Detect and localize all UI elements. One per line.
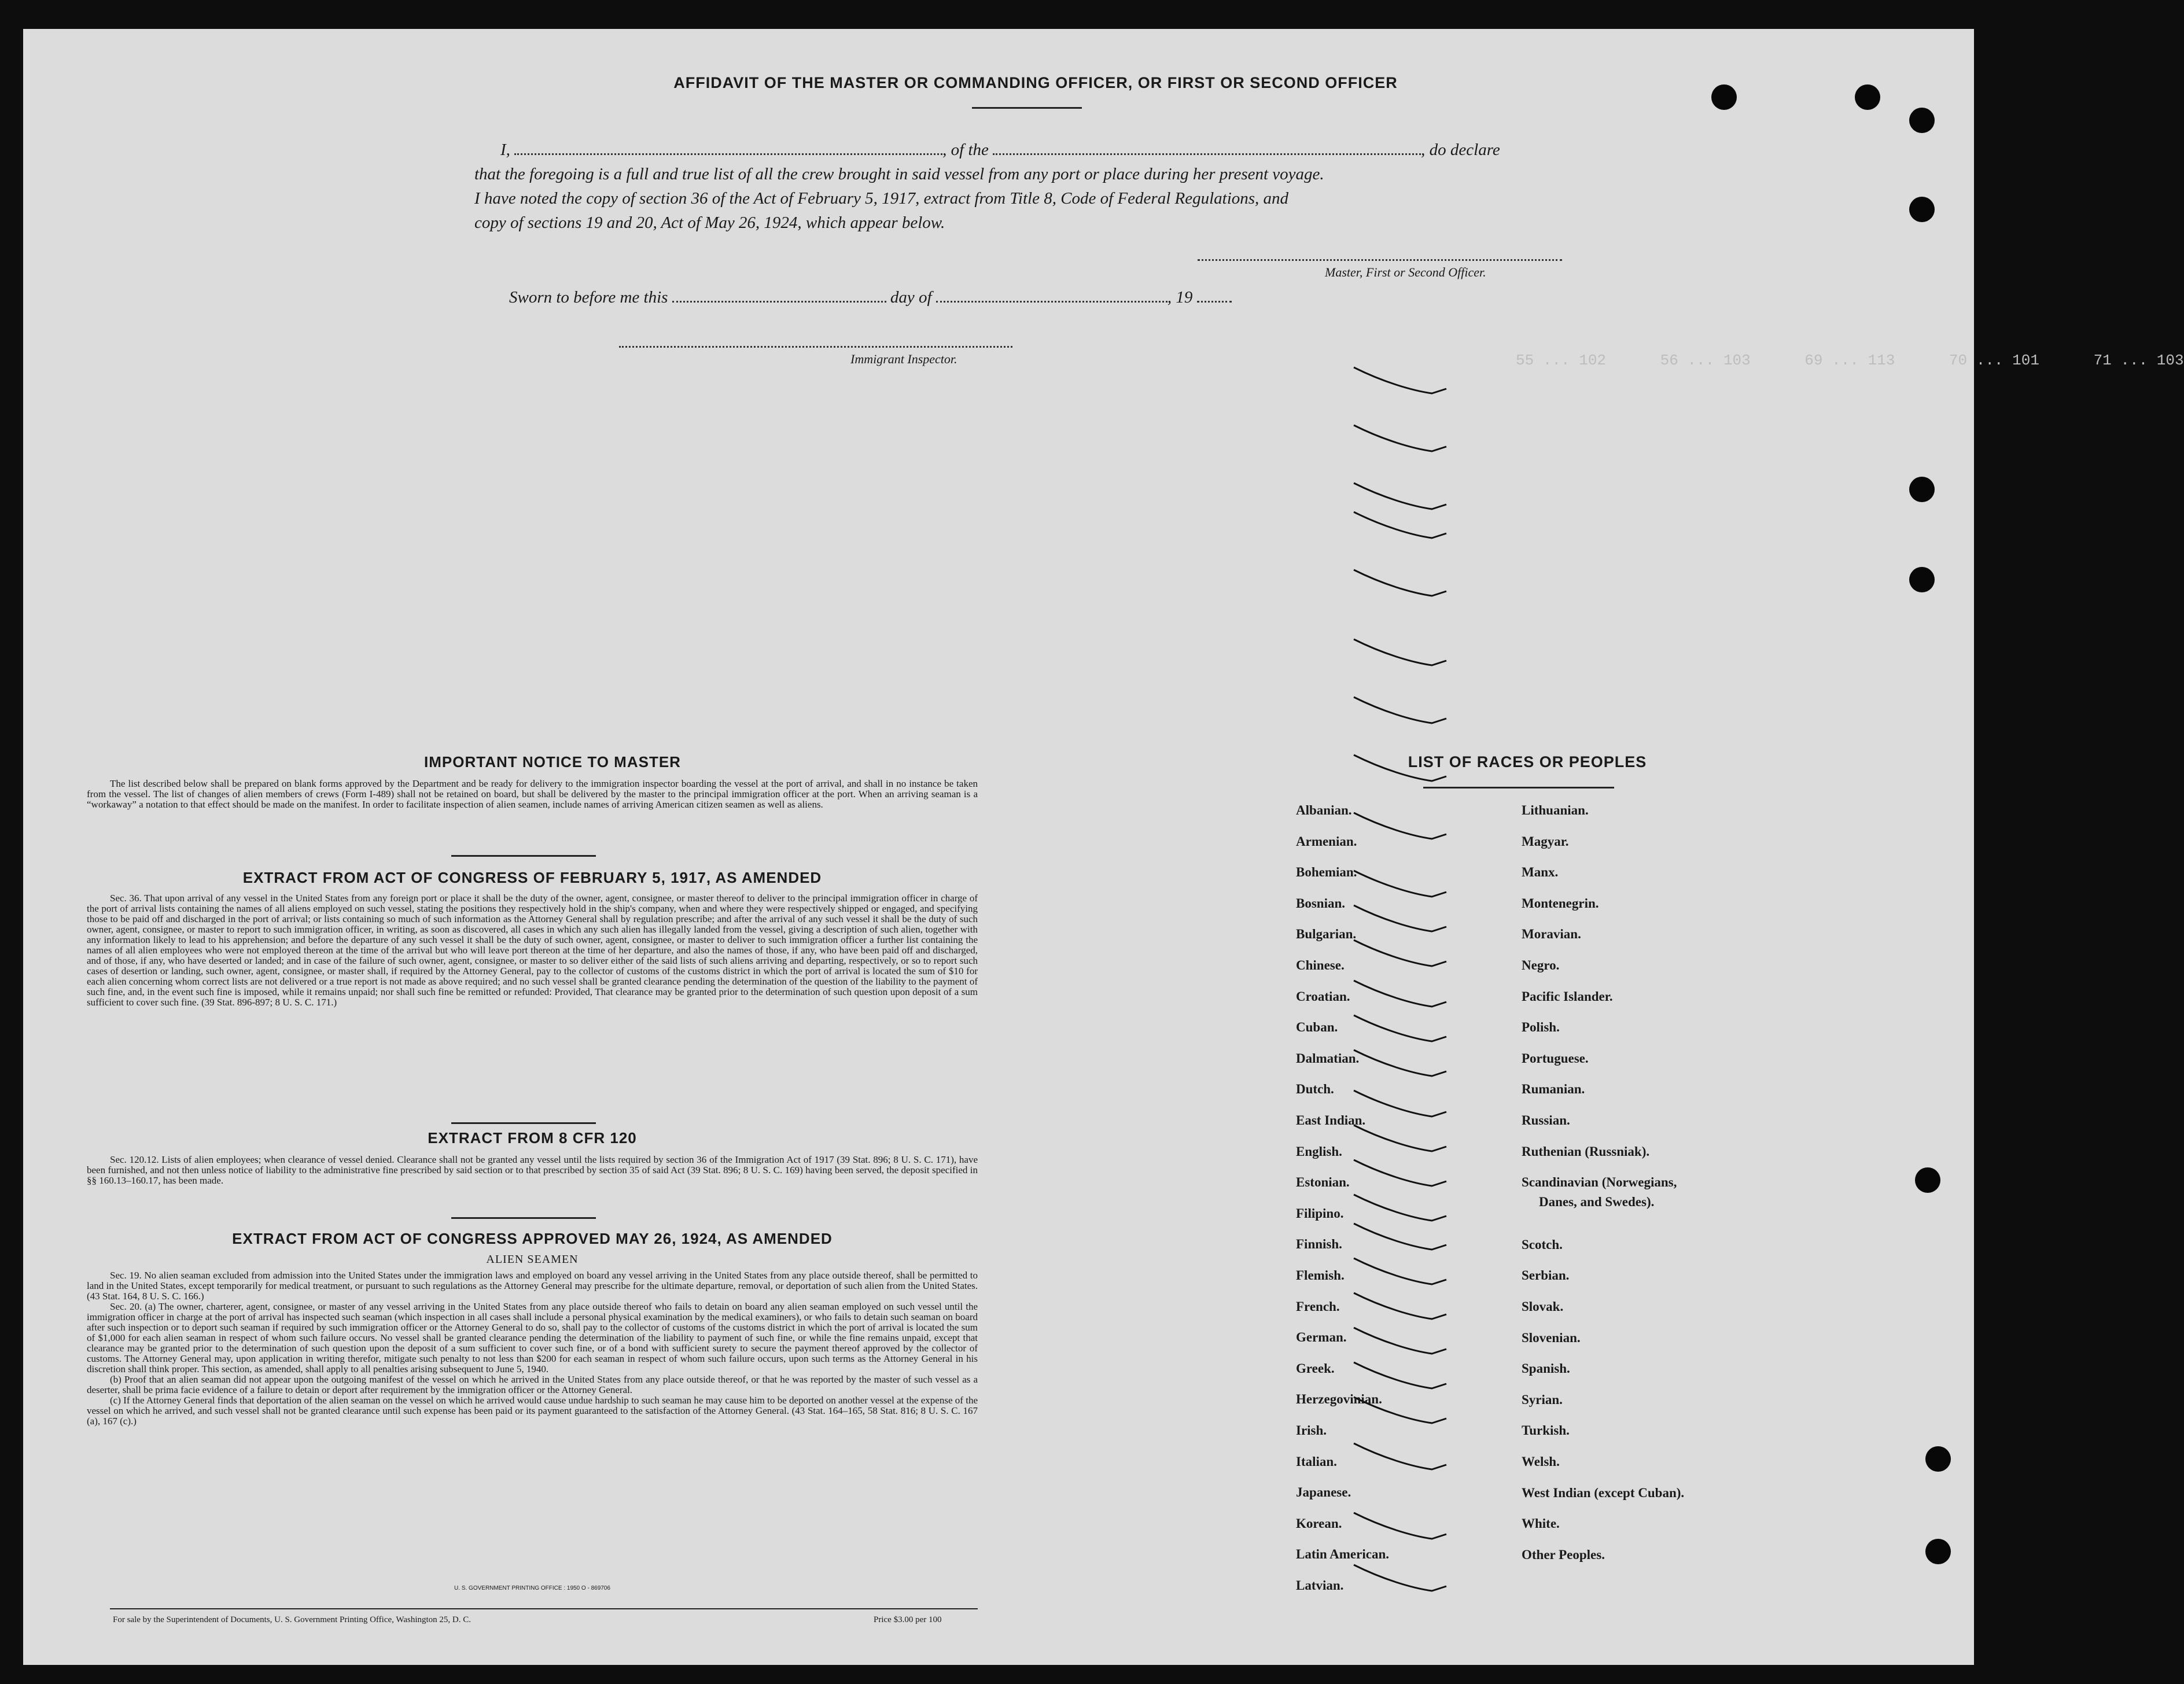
sec-20c: (c) If the Attorney General finds that deportation of the alien seaman on the vessel on which he arrived would cause undue hardship to such seaman he may cause him to be deported on another vessel at the expense of the vessel on which he arrived, and such vessel shall not be granted clearance until such expense has been paid or its payment guaranteed to the satisfaction of the Attorney General. (43 Stat. 164–165, 58 Stat. 816; 8 U. S. C. 167 (a), 167 (c).) xyxy=(87,1395,978,1427)
check-mark xyxy=(1354,639,1446,665)
check-mark xyxy=(1354,1513,1446,1539)
manifest-sheet xyxy=(23,29,2184,1665)
check-mark xyxy=(1354,1293,1446,1319)
do-declare-label: , do declare xyxy=(1421,141,1500,159)
footer-sale: For sale by the Superintendent of Documents, U. S. Government Printing Office, Washington 25, D. C. xyxy=(113,1615,471,1624)
affidavit-title-rule xyxy=(972,107,1082,109)
affidavit-title: AFFIDAVIT OF THE MASTER OR COMMANDING OFFICER, OR FIRST OR SECOND OFFICER xyxy=(673,74,1398,91)
handwritten-check-marks xyxy=(1331,353,1504,1626)
check-mark xyxy=(1354,483,1446,509)
check-mark xyxy=(1354,1195,1446,1221)
race-right-item: Syrian. xyxy=(1522,1392,1563,1407)
race-left-item: Korean. xyxy=(1296,1516,1342,1531)
race-right-item: White. xyxy=(1522,1516,1560,1531)
extract-1924-title: EXTRACT FROM ACT OF CONGRESS APPROVED MAY 26, 1924, AS AMENDED xyxy=(232,1230,833,1247)
check-mark xyxy=(1354,755,1446,781)
affidavit-declaration xyxy=(474,138,1585,235)
check-mark xyxy=(1354,570,1446,596)
race-right-item: Turkish. xyxy=(1522,1423,1570,1438)
race-left-item: Bosnian. xyxy=(1296,896,1346,911)
race-right-item: Rumanian. xyxy=(1522,1082,1585,1097)
sec-20a: Sec. 20. (a) The owner, charterer, agent, consignee, or master of any vessel arriving in the United States from any place outside thereof who fails to detain on board any alien seaman employed on such vessel until the immigration officer in charge at the port of arrival has inspected such seaman (which inspection in all cases shall include a personal physical examination by the medical examiners), or who fails to detain such seaman on board after such inspection or to deport such seaman if required by such immigration officer or the Attorney General to do so, shall pay to the collector of customs of the customs district in which the port of arrival is located the sum of $1,000 for each alien seaman in respect of whom such failure occurs. No vessel shall be granted clearance pending the determination of the liability to payment of such fine, or while the fine remains unpaid, except that clearance may be granted prior to the determination of such question upon the deposit of a sum sufficient to cover such fine, or of a bond with sufficient surety to secure the payment thereof approved by the collector of customs. The Attorney General may, upon application in writing therefor, mitigate such penalty to not less than $200 for each seaman in respect of whom such failure occurs, upon such terms as the Attorney General in his discretion shall think proper. This section, as amended, shall apply to all penalties arising subsequent to June 5, 1940. xyxy=(87,1301,978,1375)
check-mark xyxy=(1354,905,1446,931)
race-left-item: Cuban. xyxy=(1296,1020,1338,1035)
race-left-item: Bohemian. xyxy=(1296,865,1357,880)
race-right-item: Manx. xyxy=(1522,865,1559,880)
race-right-item: West Indian (except Cuban). xyxy=(1522,1485,1685,1500)
punch-hole xyxy=(1855,84,1880,110)
race-right-item: Portuguese. xyxy=(1522,1051,1589,1066)
race-left-item: Latin American. xyxy=(1296,1547,1389,1562)
check-mark xyxy=(1354,813,1446,839)
check-mark xyxy=(1354,1362,1446,1388)
punch-hole xyxy=(1925,1539,1951,1564)
race-left-item: French. xyxy=(1296,1299,1340,1314)
declarant-prefix: I, xyxy=(500,141,510,159)
race-right-item: Scotch. xyxy=(1522,1237,1563,1252)
race-left-item: Irish. xyxy=(1296,1423,1327,1438)
race-left-item: Japanese. xyxy=(1296,1485,1351,1500)
bleed-through-text: 55 ... 102 56 ... 103 69 ... 113 70 ... 101 71 ... 103 xyxy=(1516,352,2184,369)
check-mark xyxy=(1354,1125,1446,1151)
notice-title: IMPORTANT NOTICE TO MASTER xyxy=(424,753,681,771)
sworn-month-field[interactable] xyxy=(936,301,1167,303)
race-right-item: Ruthenian (Russniak). xyxy=(1522,1144,1650,1159)
extract-1917-body: Sec. 36. That upon arrival of any vessel in the United States from any foreign port or place it shall be the duty of the owner, agent, consignee, or master thereof to deliver to the principal immigration officer in charge of the port of arrival lists containing the names of all aliens employed on such vessel, stating the positions they respectively hold in the ship's company, when and where they were respectively shipped or engaged, and specifying those to be paid off and discharged in the port of arrival; or lists containing so much of such information as the Attorney General shall by regulation prescribe; and after the arrival of any such vessel it shall be the duty of such owner, agent, consignee, or master to report to such immigration officer, in writing, as soon as discovered, all cases in which any such alien has illegally landed from the vessel, giving a description of such alien, together with any information likely to lead to his apprehension; and before the departure of any such vessel it shall be the duty of such owner, agent, consignee, or master to deliver to such immigration officer a further list containing the names of all alien employees who were not employed thereon at the time of the arrival but who will leave port thereon at the time of her departure, and also the names of those, if any, who have been paid off and discharged, and of those, if any, who have deserted or landed; and in case of the failure of such owner, agent, consignee, or master to so deliver either of the said lists of such aliens arriving and departing, respectively, or so to report such cases of desertion or landing, such owner, agent, consignee, or master shall, if required by the Attorney General, pay to the collector of customs of the customs district in which the port of arrival is located the sum of $10 for each alien concerning whom correct lists are not delivered or a true report is not made as above required; and no such vessel shall be granted clearance pending the determination of the question of the liability to the payment of such fine, and, in the event such fine is imposed, while it remains unpaid; nor shall such fine be remitted or refunded: Provided, That clearance may be granted prior to the determination of such question upon deposit of a sum sufficient to cover such fine. (39 Stat. 896-897; 8 U. S. C. 171.) xyxy=(87,893,978,1008)
extract-cfr-body: Sec. 120.12. Lists of alien employees; when clearance of vessel denied. Clearance shall not be granted any vessel until the lists required by section 36 of the Immigration Act of 1917 (39 Stat. 896; 8 U. S. C. 171), have been furnished, and not then unless notice of liability to the administrative fine prescribed by said section or to that prescribed by section 35 of said Act (39 Stat. 896; 8 U. S. C. 169) having been served, the deposit specified in §§ 160.13–160.17, has been made. xyxy=(87,1154,978,1186)
punch-hole xyxy=(1909,567,1935,592)
race-left-item: Flemish. xyxy=(1296,1268,1345,1283)
vessel-name-field[interactable] xyxy=(993,153,1421,155)
extract-1924-subtitle: ALIEN SEAMEN xyxy=(486,1253,579,1266)
footer-price: Price $3.00 per 100 xyxy=(874,1615,942,1624)
race-left-item: Croatian. xyxy=(1296,989,1350,1004)
extract-1917-title: EXTRACT FROM ACT OF CONGRESS OF FEBRUARY 5, 1917, AS AMENDED xyxy=(242,869,822,886)
extract-cfr-title: EXTRACT FROM 8 CFR 120 xyxy=(428,1129,637,1147)
check-mark xyxy=(1354,512,1446,538)
check-mark xyxy=(1354,1224,1446,1250)
punch-hole xyxy=(1909,108,1935,133)
inspector-signature-line[interactable] xyxy=(619,346,1012,348)
declarant-name-field[interactable] xyxy=(514,153,942,155)
punch-hole xyxy=(1909,197,1935,222)
check-mark xyxy=(1354,1015,1446,1041)
check-mark xyxy=(1354,981,1446,1007)
race-left-item: Italian. xyxy=(1296,1454,1337,1469)
race-right-item: Other Peoples. xyxy=(1522,1547,1605,1562)
check-mark xyxy=(1354,1258,1446,1284)
check-mark xyxy=(1354,425,1446,451)
check-mark xyxy=(1354,367,1446,393)
race-left-item: Herzegovinian. xyxy=(1296,1392,1382,1407)
race-right-item: Spanish. xyxy=(1522,1361,1570,1376)
printing-office-imprint: U. S. GOVERNMENT PRINTING OFFICE : 1950 O - 869706 xyxy=(454,1585,610,1591)
punch-hole xyxy=(1909,477,1935,502)
inspector-label: Immigrant Inspector. xyxy=(850,352,957,366)
sworn-day-field[interactable] xyxy=(672,301,886,303)
race-left-item: Armenian. xyxy=(1296,834,1357,849)
race-left-item: Estonian. xyxy=(1296,1175,1350,1190)
of-the-label: , of the xyxy=(942,141,989,159)
sec-20b: (b) Proof that an alien seaman did not appear upon the outgoing manifest of the vessel on which he arrived in the United States from any place outside thereof, or that he was reported by the master of such vessel as a deserter, shall be prima facie evidence of a failure to detain or deport after requirement by the immigration officer or the Attorney General. xyxy=(87,1374,978,1395)
sec-19: Sec. 19. No alien seaman excluded from admission into the United States under the immigration laws and employed on board any vessel arriving in the United States from any place outside thereof, shall be permitted to land in the United States, except temporarily for medical treatment, or pursuant to such regulations as the Attorney General may prescribe for the ultimate departure, removal, or deportation of such alien from the United States. (43 Stat. 164, 8 U. S. C. 166.) xyxy=(87,1270,978,1302)
declaration-line-4: copy of sections 19 and 20, Act of May 26, 1924, which appear below. xyxy=(474,213,945,232)
race-right-item: Serbian. xyxy=(1522,1268,1570,1283)
race-right-item: Slovak. xyxy=(1522,1299,1564,1314)
race-left-item: English. xyxy=(1296,1144,1342,1159)
extract-cfr-rule xyxy=(451,1217,596,1219)
punch-hole xyxy=(1925,1446,1951,1472)
day-of-label: day of xyxy=(890,288,932,307)
punch-hole xyxy=(1711,84,1737,110)
declaration-line-2: that the foregoing is a full and true list of all the crew brought in said vessel from any port or place during her present voyage. xyxy=(474,165,1324,183)
race-right-item: Danes, and Swedes). xyxy=(1539,1195,1655,1210)
sworn-year-field[interactable] xyxy=(1197,301,1232,303)
check-mark xyxy=(1354,1443,1446,1469)
race-right-item: Montenegrin. xyxy=(1522,896,1599,911)
check-mark xyxy=(1354,697,1446,723)
race-right-item: Lithuanian. xyxy=(1522,803,1589,817)
check-mark xyxy=(1354,1328,1446,1354)
race-left-item: Filipino. xyxy=(1296,1206,1344,1221)
race-right-item: Magyar. xyxy=(1522,834,1569,849)
check-mark xyxy=(1354,1090,1446,1116)
race-right-item: Polish. xyxy=(1522,1020,1560,1035)
check-mark xyxy=(1354,1050,1446,1076)
footer-rule xyxy=(110,1608,978,1609)
sworn-line xyxy=(509,288,1232,307)
race-right-item: Scandinavian (Norwegians, xyxy=(1522,1175,1677,1190)
check-mark xyxy=(1354,1565,1446,1591)
race-right-item: Pacific Islander. xyxy=(1522,989,1613,1004)
race-left-item: East Indian. xyxy=(1296,1113,1366,1127)
race-right-item: Moravian. xyxy=(1522,927,1581,942)
master-signature-line[interactable] xyxy=(1198,259,1562,261)
notice-rule xyxy=(451,855,596,857)
races-title: LIST OF RACES OR PEOPLES xyxy=(1408,753,1647,771)
punch-hole xyxy=(1915,1167,1940,1193)
extract-1924-body xyxy=(87,1270,978,1427)
race-right-item: Slovenian. xyxy=(1522,1330,1581,1345)
declaration-line-1 xyxy=(474,138,1585,162)
race-left-item: Latvian. xyxy=(1296,1578,1344,1593)
race-left-item: Bulgarian. xyxy=(1296,927,1357,942)
check-mark xyxy=(1354,940,1446,966)
race-left-item: German. xyxy=(1296,1330,1347,1345)
check-mark xyxy=(1354,1160,1446,1186)
notice-body: The list described below shall be prepared on blank forms approved by the Department and be ready for delivery to the immigration inspector boarding the vessel at the port of arrival, and shall in no instance be taken from the vessel. The list of changes of alien members of crews (Form I-489) shall not be retained on board, but shall be delivered by the master to the principal immigration officer at the port. When an arriving seaman is a “workaway” a notation to that effect should be made on the manifest. In order to facilitate inspection of alien seamen, include names of arriving American citizen seamen as well as aliens. xyxy=(87,778,978,810)
check-mark xyxy=(1354,871,1446,897)
race-left-item: Greek. xyxy=(1296,1361,1335,1376)
race-left-item: Dutch. xyxy=(1296,1082,1334,1097)
race-left-item: Chinese. xyxy=(1296,958,1345,972)
race-left-item: Finnish. xyxy=(1296,1237,1342,1252)
extract-1917-rule xyxy=(451,1122,596,1124)
year-prefix: , 19 xyxy=(1167,288,1193,307)
race-left-item: Dalmatian. xyxy=(1296,1051,1360,1066)
race-right-item: Welsh. xyxy=(1522,1454,1560,1469)
master-signature-label: Master, First or Second Officer. xyxy=(1325,265,1486,279)
sworn-label: Sworn to before me this xyxy=(509,288,668,307)
race-left-item: Albanian. xyxy=(1296,803,1352,817)
declaration-line-3: I have noted the copy of section 36 of the Act of February 5, 1917, extract from Title 8, Code of Federal Regulations, and xyxy=(474,189,1289,208)
race-right-item: Negro. xyxy=(1522,958,1560,972)
race-right-item: Russian. xyxy=(1522,1113,1570,1127)
